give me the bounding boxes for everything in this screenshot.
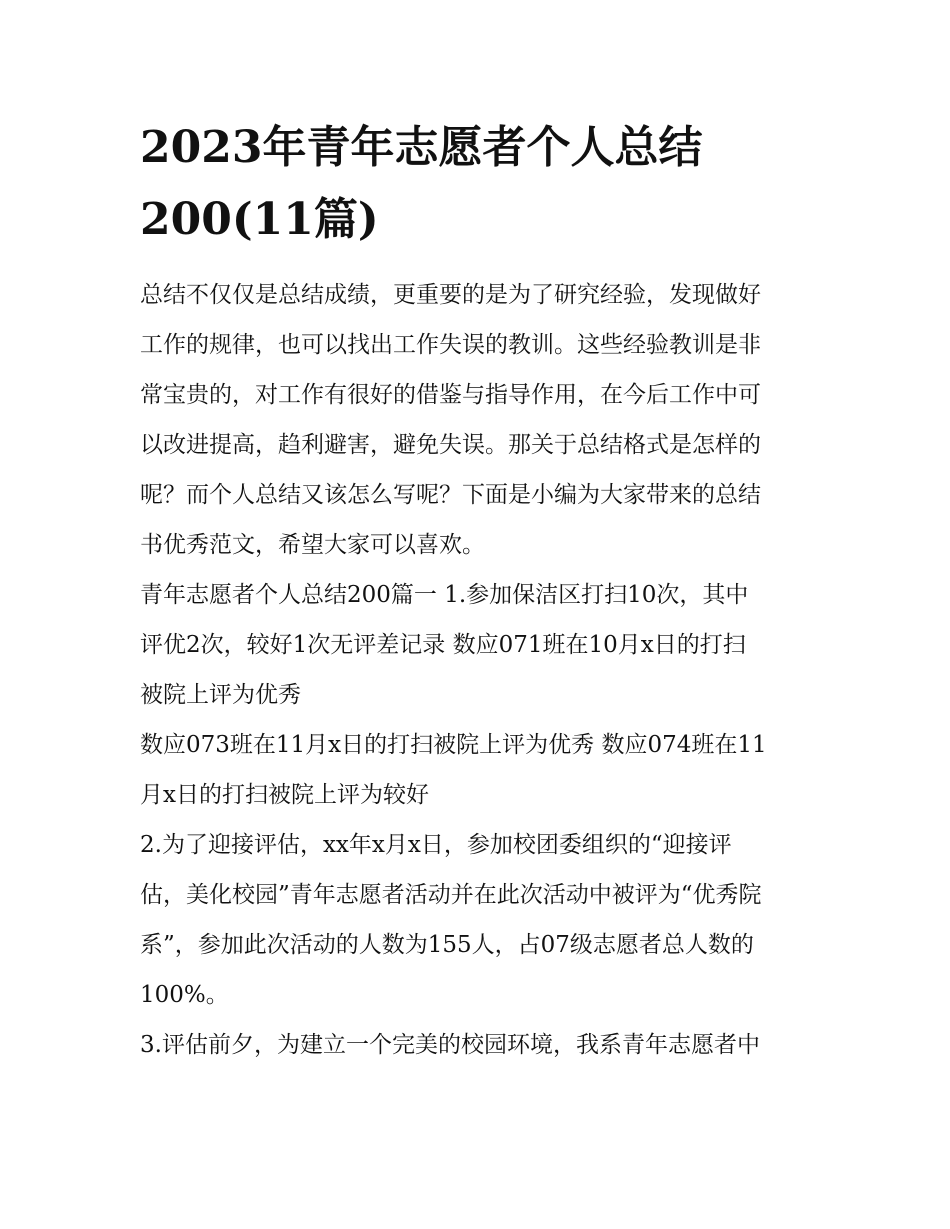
text-line: 数应073班在11月x日的打扫被院上评为优秀 数应074班在11 [140,732,767,758]
text-line: 呢？而个人总结又该怎么写呢？下面是小编为大家带来的总结 [140,482,761,508]
text-line: 估，美化校园”青年志愿者活动并在此次活动中被评为“优秀院 [140,882,762,908]
title-line: 2023年青年志愿者个人总结 [140,122,703,173]
document-title [140,112,812,256]
text-line: 被院上评为优秀 [140,682,301,708]
text-line: 系”，参加此次活动的人数为155人，占07级志愿者总人数的 [140,932,754,958]
text-line: 工作的规律，也可以找出工作失误的教训。这些经验教训是非 [140,332,761,358]
text-line: 100%。 [140,982,229,1008]
text-line: 2.为了迎接评估，xx年x月x日，参加校团委组织的“迎接评 [140,832,732,858]
paragraph-item-1 [140,570,812,720]
text-line: 青年志愿者个人总结200篇一 1.参加保洁区打扫10次，其中 [140,582,749,608]
text-line: 以改进提高，趋利避害，避免失误。那关于总结格式是怎样的 [140,432,761,458]
document-page [140,112,812,1070]
text-line: 评优2次，较好1次无评差记录 数应071班在10月x日的打扫 [140,632,746,658]
paragraph-item-1-cont [140,720,812,820]
text-line: 常宝贵的，对工作有很好的借鉴与指导作用，在今后工作中可 [140,382,761,408]
text-line: 3.评估前夕，为建立一个完美的校园环境，我系青年志愿者中 [140,1032,760,1058]
paragraph-item-2 [140,820,812,1020]
text-line: 书优秀范文，希望大家可以喜欢。 [140,532,485,558]
paragraph-intro [140,270,812,570]
text-line: 月x日的打扫被院上评为较好 [140,782,429,808]
document-body [140,270,812,1070]
text-line: 总结不仅仅是总结成绩，更重要的是为了研究经验，发现做好 [140,282,761,308]
title-line: 200(11篇) [140,194,379,245]
paragraph-item-3 [140,1020,812,1070]
